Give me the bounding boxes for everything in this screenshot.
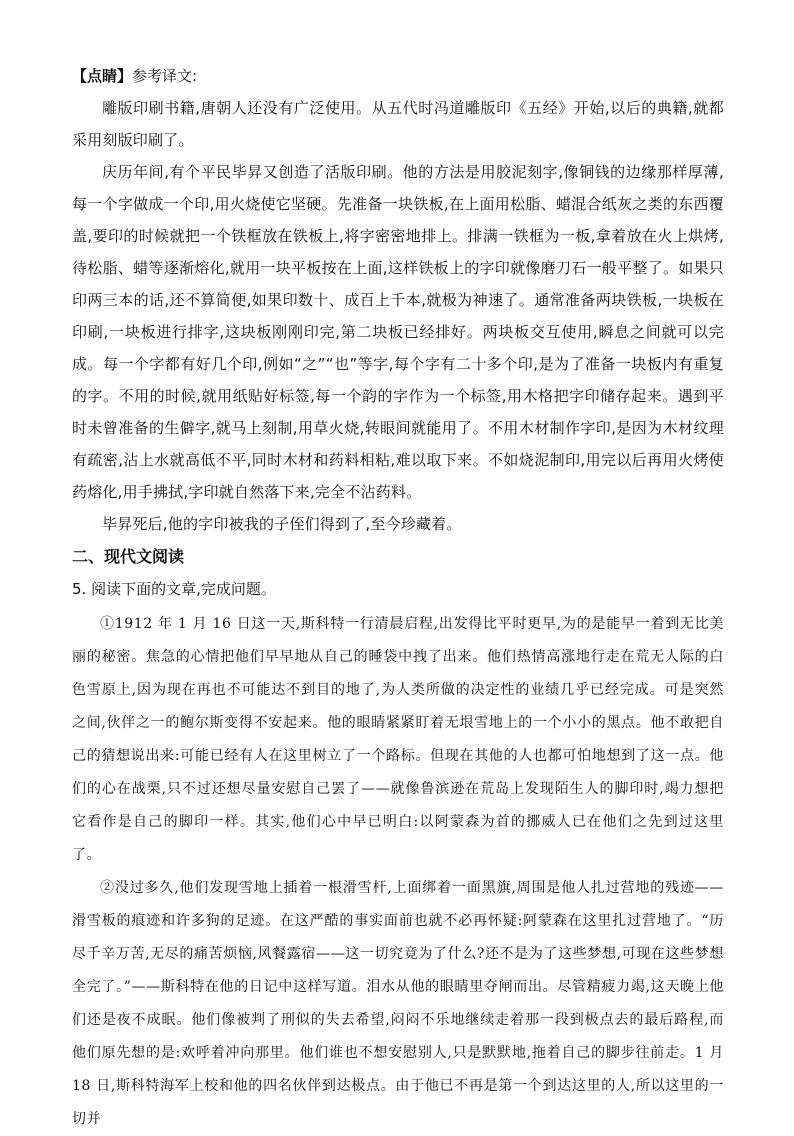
translation-paragraph-3: 毕昇死后,他的字印被我的子侄们得到了,至今珍藏着。 <box>102 515 462 533</box>
page-content <box>72 60 724 1136</box>
translation-paragraph-2: 庆历年间,有个平民毕昇又创造了活版印刷。他的方法是用胶泥刻字,像铜钱的边缘那样厚薄,每一个字做成一个印,用火烧使它坚硬。先准备一块铁板,在上面用松脂、蜡混合纸灰之类的东西覆盖,要印的时候就把一个铁框放在铁板上,将字密密地排上。排满一铁框为一板,拿着放在火上烘烤,待松脂、蜡等逐渐熔化,就用一块平板按在上面,这样铁板上的字印就像磨刀石一般平整了。如果只印两三本的话,还不算简便,如果印数十、成百上千本,就极为神速了。通常准备两块铁板,一块板在印刷,一块板进行排字,这块板刚刚印完,第二块板已经排好。两块板交互使用,瞬息之间就可以完成。每一个字都有好几个印,例如“之”“也”等字,每个字有二十多个印,是为了准备一块板内有重复的字。不用的时候,就用纸贴好标签,每一个韵的字作为一个标签,用木格把字印储存起来。遇到平时未曾准备的生僻字,就马上刻制,用草火烧,转眼间就能用了。不用木材制作字印,是因为木材纹理有疏密,沾上水就高低不平,同时木材和药料相粘,难以取下来。不如烧泥制印,用完以后再用火烤使药熔化,用手拂拭,字印就自然落下来,完全不沾药料。 <box>72 163 724 501</box>
note-intro: 参考译文: <box>132 67 198 85</box>
question-prompt: 5. 阅读下面的文章,完成问题。 <box>72 580 276 598</box>
article-paragraph-1: ①1912 年 1 月 16 日这一天,斯科特一行清晨启程,出发得比平时更早,为的是能早一着到无比美丽的秘密。焦急的心情把他们早早地从自己的睡袋中拽了出来。他们热情高涨地行走在荒无人际的白色雪原上,因为现在再也不可能达不到目的地了,为人类所做的决定性的业绩几乎已经完成。可是突然之间,伙伴之一的鲍尔斯变得不安起来。他的眼睛紧紧盯着无垠雪地上的一个小小的黑点。他不敢把自己的猜想说出来:可能已经有人在这里树立了一个路标。但现在其他的人也都可怕地想到了这一点。他们的心在战栗,只不过还想尽量安慰自己罢了——就像鲁滨逊在荒岛上发现陌生人的脚印时,竭力想把它看作是自己的脚印一样。其实,他们心中早已明白:以阿蒙森为首的挪威人已在他们之先到过这里了。 <box>72 616 724 863</box>
note-heading <box>72 60 724 92</box>
translation-paragraph-1: 雕版印刷书籍,唐朝人还没有广泛使用。从五代时冯道雕版印《五经》开始,以后的典籍,就都采用刻版印刷了。 <box>72 99 724 149</box>
article-paragraph-2: ②没过多久,他们发现雪地上插着一根滑雪杆,上面绑着一面黑旗,周围是他人扎过营地的残迹——滑雪板的痕迹和许多狗的足迹。在这严酷的事实面前也就不必再怀疑:阿蒙森在这里扎过营地了。“历尽千辛万苦,无尽的痛苦烦恼,风餐露宿——这一切究竟为了什么?还不是为了这些梦想,可现在这些梦想全完了。”——斯科特在他的日记中这样写道。泪水从他的眼睛里夺闸而出。尽管精疲力竭,这天晚上他们还是夜不成眠。他们像被判了刑似的失去希望,闷闷不乐地继续走着那一段到极点去的最后路程,而他们原先想的是:欢呼着冲向那里。他们谁也不想安慰别人,只是默默地,拖着自己的脚步往前走。1 月 18 日,斯科特海军上校和他的四名伙伴到达极点。由于他已不再是第一个到达这里的人,所以这里的一切并 <box>72 880 724 1127</box>
note-bracket-label: 【点睛】 <box>72 67 133 85</box>
section-title: 二、现代文阅读 <box>72 547 185 566</box>
